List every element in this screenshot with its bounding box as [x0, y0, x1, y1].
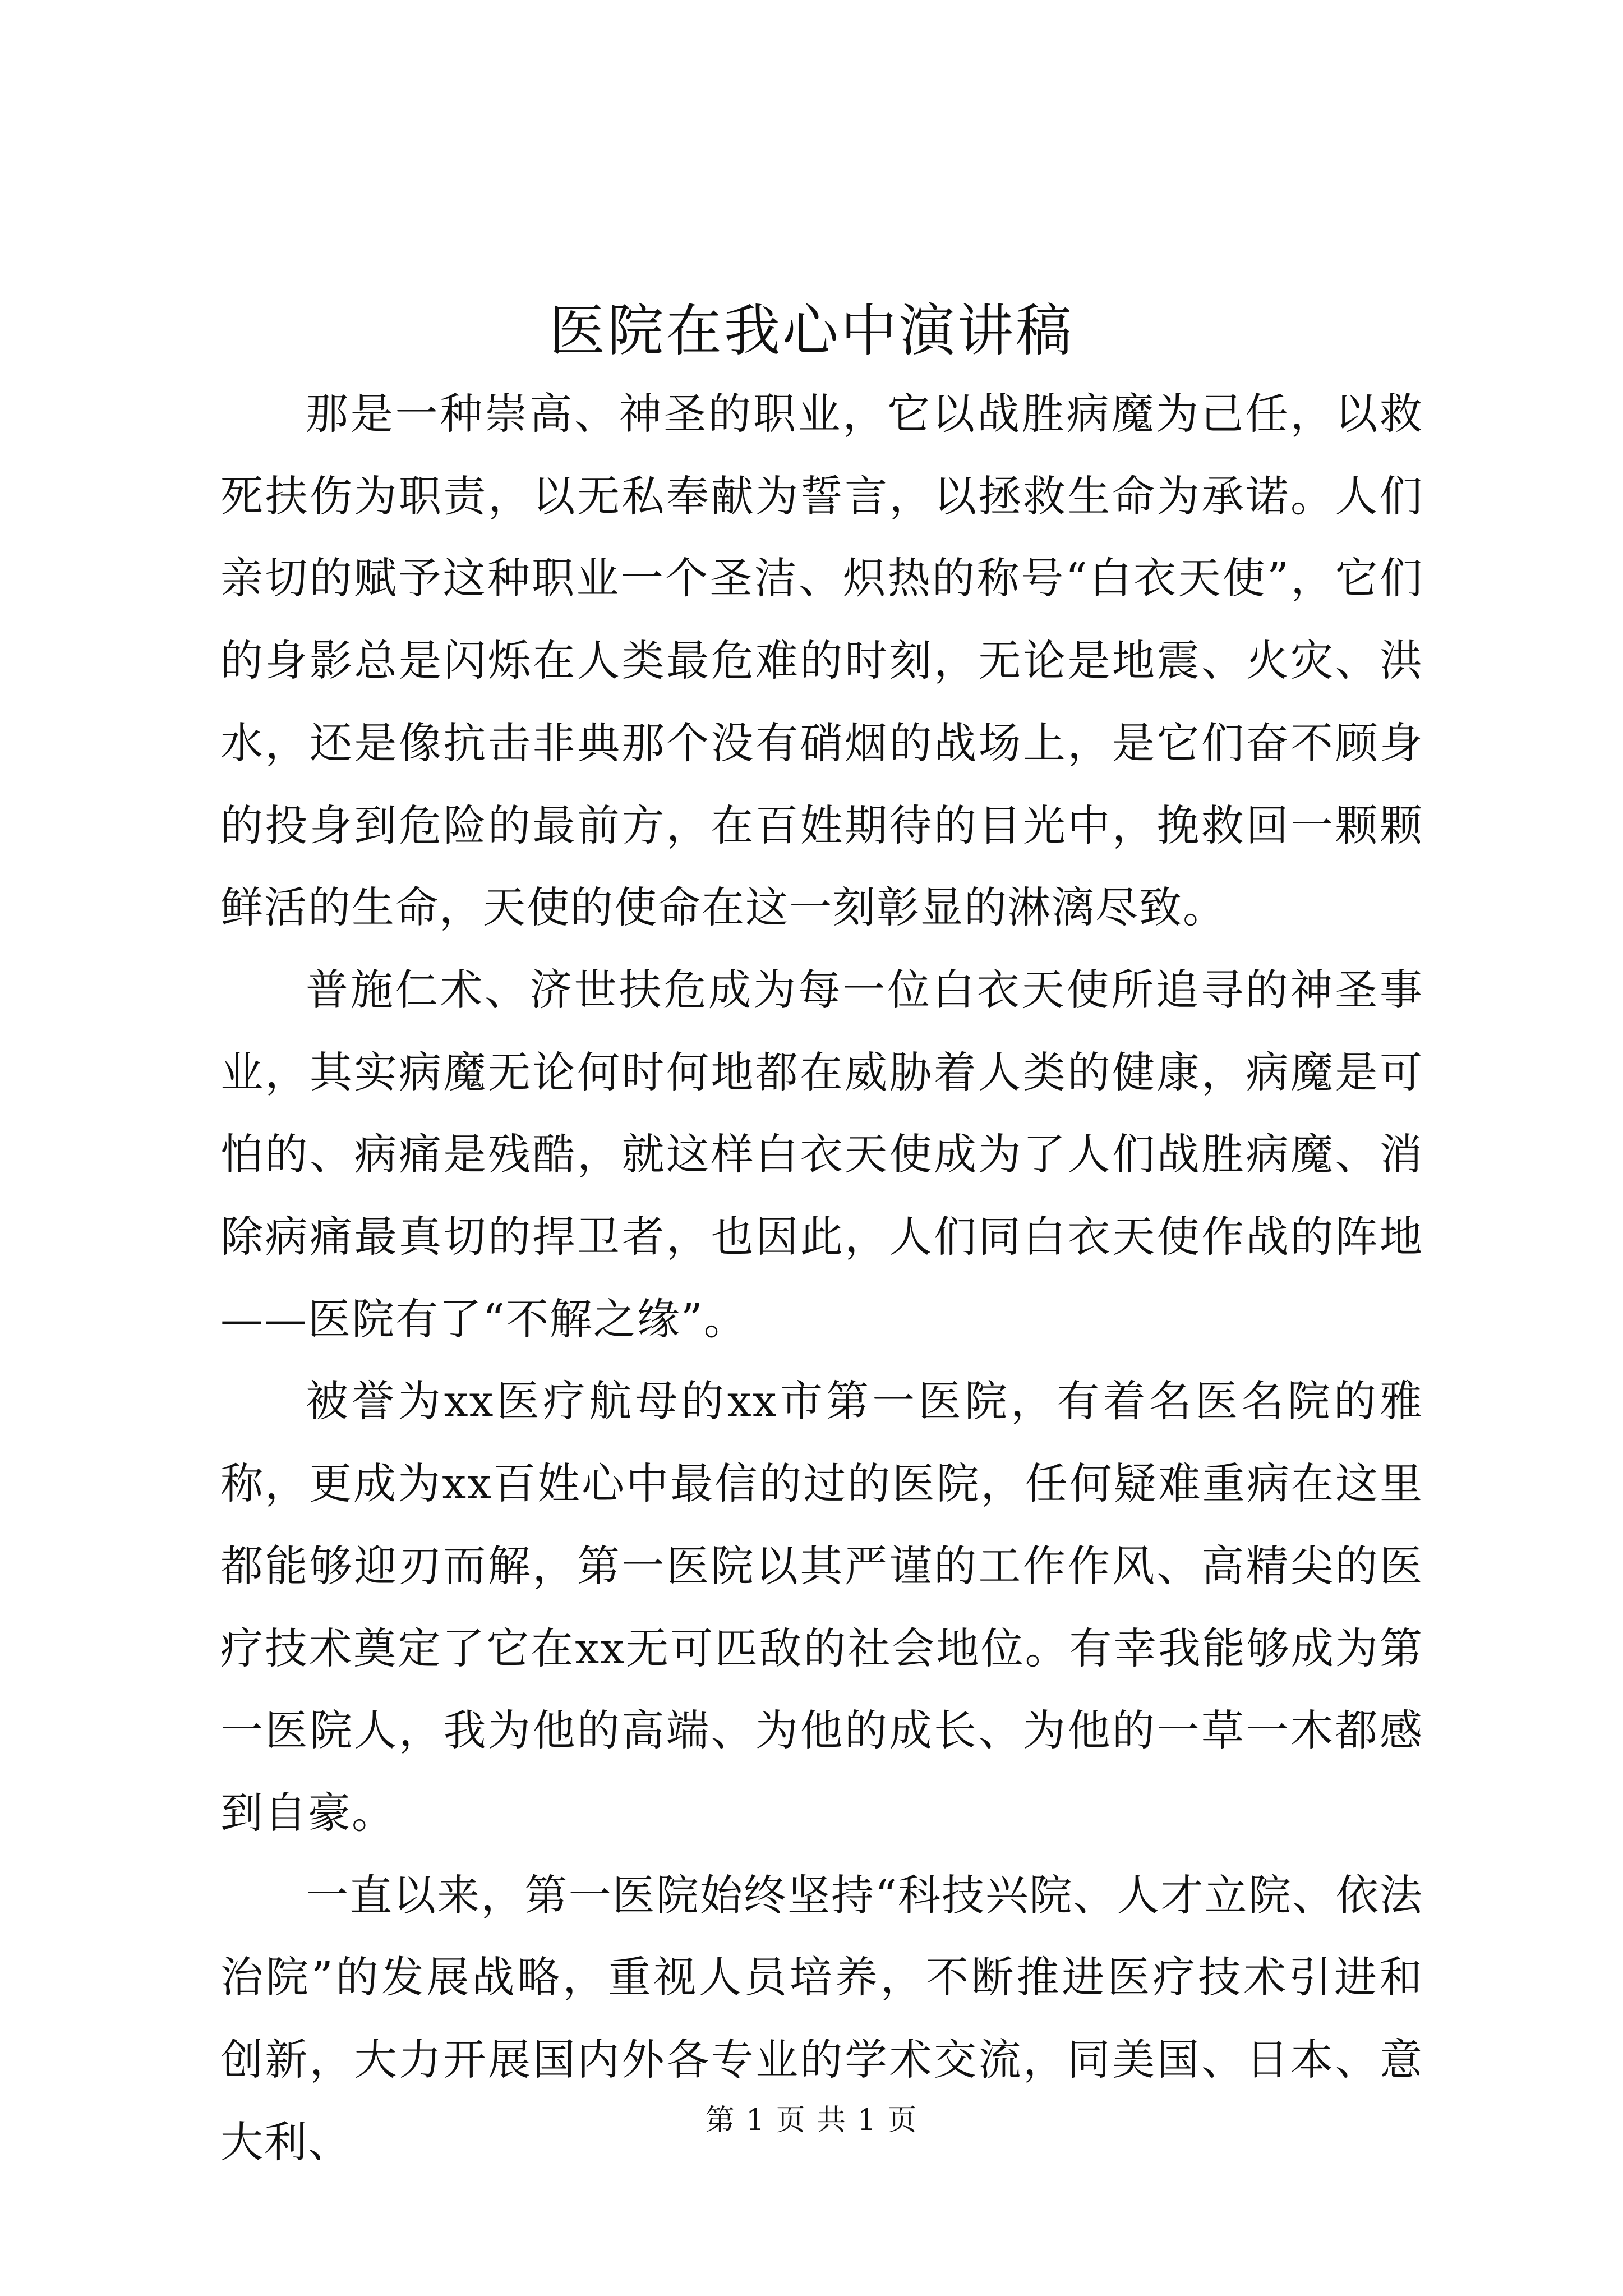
- document-title: 医院在我心中演讲稿: [549, 298, 1074, 364]
- paragraph-3: 被誉为xx医疗航母的xx市第一医院，有着名医名院的雅称，更成为xx百姓心中最信的过的医院，任何疑难重病在这里都能够迎刃而解，第一医院以其严谨的工作作风、高精尖的医疗技术奠定了它在xx无可匹敌的社会地位。有幸我能够成为第一医院人，我为他的高端、为他的成长、为他的一草一木都感到自豪。: [220, 1376, 1423, 1838]
- page-number-footer: 第 1 页 共 1 页: [705, 2104, 918, 2137]
- paragraph-1: 那是一种崇高、神圣的职业，它以战胜病魔为己任，以救死扶伤为职责，以无私奉献为誓言，以拯救生命为承诺。人们亲切的赋予这种职业一个圣洁、炽热的称号“白衣天使”，它们的身影总是闪烁在人类最危难的时刻，无论是地震、火灾、洪水，还是像抗击非典那个没有硝烟的战场上，是它们奋不顾身的投身到危险的最前方，在百姓期待的目光中，挽救回一颗颗鲜活的生命，天使的使命在这一刻彰显的淋漓尽致。: [220, 389, 1423, 933]
- paragraph-2: 普施仁术、济世扶危成为每一位白衣天使所追寻的神圣事业，其实病魔无论何时何地都在威胁着人类的健康，病魔是可怕的、病痛是残酷，就这样白衣天使成为了人们战胜病魔、消除病痛最真切的捍卫者，也因此，人们同白衣天使作战的阵地——医院有了“不解之缘”。: [220, 964, 1423, 1344]
- paragraph-4: 一直以来，第一医院始终坚持“科技兴院、人才立院、依法治院”的发展战略，重视人员培养，不断推进医疗技术引进和创新，大力开展国内外各专业的学术交流，同美国、日本、意大利、: [220, 1870, 1423, 2167]
- document-body: [220, 373, 1423, 2183]
